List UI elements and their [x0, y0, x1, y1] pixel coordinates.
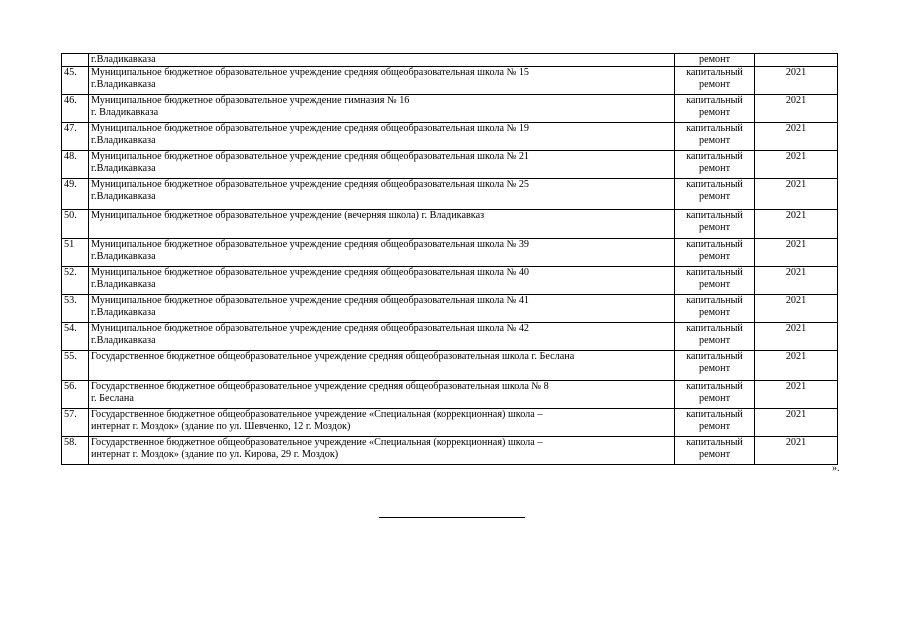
institution-name-line: г.Владикавказа — [91, 334, 156, 346]
work-type-cell — [675, 323, 755, 351]
year-cell — [755, 54, 838, 67]
work-type-line: капитальный — [686, 210, 743, 221]
institution-name-line: Муниципальное бюджетное образовательное учреждение средняя общеобразовательная школа № 40 — [91, 267, 530, 278]
work-type-cell — [675, 437, 755, 465]
row-number: 54. — [62, 323, 89, 351]
table-row — [62, 54, 838, 67]
work-type-line: капитальный — [686, 351, 743, 362]
institution-name-line: г.Владикавказа — [91, 162, 156, 174]
work-type-cell — [675, 151, 755, 179]
end-horizontal-rule — [379, 517, 525, 518]
work-type-line: ремонт — [698, 162, 731, 174]
row-number: 49. — [62, 179, 89, 210]
table-row — [62, 239, 838, 267]
work-type-line: капитальный — [686, 67, 743, 78]
institution-name-line: г.Владикавказа — [91, 54, 156, 65]
work-type-line: ремонт — [698, 278, 731, 290]
year-cell: 2021 — [755, 95, 838, 123]
work-type-line: ремонт — [698, 334, 731, 346]
work-type-cell — [675, 179, 755, 210]
institution-name-line: Муниципальное бюджетное образовательное учреждение средняя общеобразовательная школа № 41 — [91, 295, 530, 306]
work-type-line: капитальный — [686, 409, 743, 420]
year-cell: 2021 — [755, 351, 838, 381]
institution-name-cell — [89, 95, 675, 123]
institution-name-line: Государственное бюджетное общеобразовательное учреждение «Специальная (коррекционная) школа – — [91, 409, 543, 420]
institution-name-line: Государственное бюджетное общеобразовательное учреждение средняя общеобразовательная школа № 8 — [91, 381, 549, 392]
table-row — [62, 267, 838, 295]
institution-name-cell — [89, 437, 675, 465]
year-cell: 2021 — [755, 381, 838, 409]
institution-name-cell — [89, 351, 675, 381]
institution-name-line: г.Владикавказа — [91, 278, 156, 290]
row-number: 51 — [62, 239, 89, 267]
closing-quote-mark: ». — [832, 463, 840, 474]
table-row — [62, 437, 838, 465]
year-cell: 2021 — [755, 239, 838, 267]
table-row — [62, 210, 838, 239]
work-type-line: капитальный — [686, 295, 743, 306]
work-type-cell — [675, 295, 755, 323]
row-number: 45. — [62, 67, 89, 95]
institution-name-line: Государственное бюджетное общеобразовательное учреждение средняя общеобразовательная школа г. Беслана — [91, 351, 575, 362]
work-type-line: ремонт — [698, 250, 731, 262]
table-row — [62, 67, 838, 95]
work-type-line: ремонт — [698, 78, 731, 90]
year-cell: 2021 — [755, 295, 838, 323]
work-type-line: ремонт — [698, 448, 731, 460]
institution-name-line: Муниципальное бюджетное образовательное учреждение средняя общеобразовательная школа № 42 — [91, 323, 530, 334]
row-number: 48. — [62, 151, 89, 179]
work-type-line: капитальный — [686, 151, 743, 162]
institution-name-line: Муниципальное бюджетное образовательное учреждение средняя общеобразовательная школа № 39 — [91, 239, 530, 250]
work-type-line: ремонт — [698, 221, 731, 233]
row-number — [62, 54, 89, 67]
work-type-line: капитальный — [686, 123, 743, 134]
institution-name-cell — [89, 179, 675, 210]
work-type-line: ремонт — [698, 190, 731, 202]
table-row — [62, 381, 838, 409]
work-type-line: ремонт — [698, 420, 731, 432]
table-row — [62, 351, 838, 381]
work-type-cell — [675, 239, 755, 267]
institution-name-line: г.Владикавказа — [91, 306, 156, 318]
work-type-line: капитальный — [686, 267, 743, 278]
row-number: 47. — [62, 123, 89, 151]
institution-name-cell — [89, 123, 675, 151]
row-number: 58. — [62, 437, 89, 465]
work-type-cell — [675, 95, 755, 123]
institution-name-cell — [89, 323, 675, 351]
work-type-cell — [675, 210, 755, 239]
institution-name-cell — [89, 54, 675, 67]
work-type-cell — [675, 351, 755, 381]
institution-name-cell — [89, 151, 675, 179]
institution-name-cell — [89, 295, 675, 323]
work-type-line: ремонт — [698, 54, 731, 65]
work-type-line: ремонт — [698, 392, 731, 404]
institution-name-line: Муниципальное бюджетное образовательное учреждение средняя общеобразовательная школа № 19 — [91, 123, 530, 134]
institution-name-cell — [89, 381, 675, 409]
table-row — [62, 323, 838, 351]
table-row — [62, 151, 838, 179]
row-number: 52. — [62, 267, 89, 295]
year-cell: 2021 — [755, 323, 838, 351]
institution-name-cell — [89, 267, 675, 295]
work-type-line: ремонт — [698, 106, 731, 118]
year-cell: 2021 — [755, 437, 838, 465]
row-number: 53. — [62, 295, 89, 323]
institution-name-cell — [89, 67, 675, 95]
row-number: 56. — [62, 381, 89, 409]
institution-name-cell — [89, 210, 675, 239]
institution-name-line: г.Владикавказа — [91, 78, 156, 90]
row-number: 46. — [62, 95, 89, 123]
table-row — [62, 295, 838, 323]
year-cell: 2021 — [755, 267, 838, 295]
institution-name-line: Государственное бюджетное общеобразовательное учреждение «Специальная (коррекционная) школа – — [91, 437, 543, 448]
work-type-line: ремонт — [698, 362, 731, 374]
work-type-cell — [675, 54, 755, 67]
institution-name-line: Муниципальное бюджетное образовательное учреждение средняя общеобразовательная школа № 21 — [91, 151, 530, 162]
institution-name-line: Муниципальное бюджетное образовательное учреждение гимназия № 16 — [91, 95, 410, 106]
work-type-line: капитальный — [686, 437, 743, 448]
institution-name-line: интернат г. Моздок» (здание по ул. Шевченко, 12 г. Моздок) — [91, 420, 351, 432]
year-cell: 2021 — [755, 179, 838, 210]
year-cell: 2021 — [755, 409, 838, 437]
institution-name-line: г.Владикавказа — [91, 250, 156, 262]
institution-name-cell — [89, 239, 675, 267]
row-number: 55. — [62, 351, 89, 381]
work-type-cell — [675, 381, 755, 409]
institution-name-line: Муниципальное бюджетное образовательное учреждение (вечерняя школа) г. Владикавказ — [91, 210, 485, 221]
work-type-line: капитальный — [686, 239, 743, 250]
work-type-line: капитальный — [686, 179, 743, 190]
institution-name-line: г.Владикавказа — [91, 134, 156, 146]
year-cell: 2021 — [755, 123, 838, 151]
table-row — [62, 123, 838, 151]
work-type-line: капитальный — [686, 95, 743, 106]
work-type-cell — [675, 123, 755, 151]
institution-name-line: Муниципальное бюджетное образовательное учреждение средняя общеобразовательная школа № 25 — [91, 179, 530, 190]
institution-name-line: г.Владикавказа — [91, 190, 156, 202]
institution-name-cell — [89, 409, 675, 437]
institution-name-line: г. Беслана — [91, 392, 134, 404]
table-body — [62, 54, 838, 465]
work-type-cell — [675, 267, 755, 295]
institution-name-line: г. Владикавказа — [91, 106, 159, 118]
work-type-line: ремонт — [698, 306, 731, 318]
year-cell: 2021 — [755, 210, 838, 239]
table-row — [62, 409, 838, 437]
institution-name-line: Муниципальное бюджетное образовательное учреждение средняя общеобразовательная школа № 15 — [91, 67, 530, 78]
table-row — [62, 95, 838, 123]
row-number: 50. — [62, 210, 89, 239]
year-cell: 2021 — [755, 151, 838, 179]
row-number: 57. — [62, 409, 89, 437]
year-cell: 2021 — [755, 67, 838, 95]
work-type-cell — [675, 67, 755, 95]
repair-schedule-table — [61, 53, 838, 465]
work-type-line: ремонт — [698, 134, 731, 146]
institution-name-line: интернат г. Моздок» (здание по ул. Кирова, 29 г. Моздок) — [91, 448, 339, 460]
work-type-cell — [675, 409, 755, 437]
work-type-line: капитальный — [686, 323, 743, 334]
work-type-line: капитальный — [686, 381, 743, 392]
table-row — [62, 179, 838, 210]
